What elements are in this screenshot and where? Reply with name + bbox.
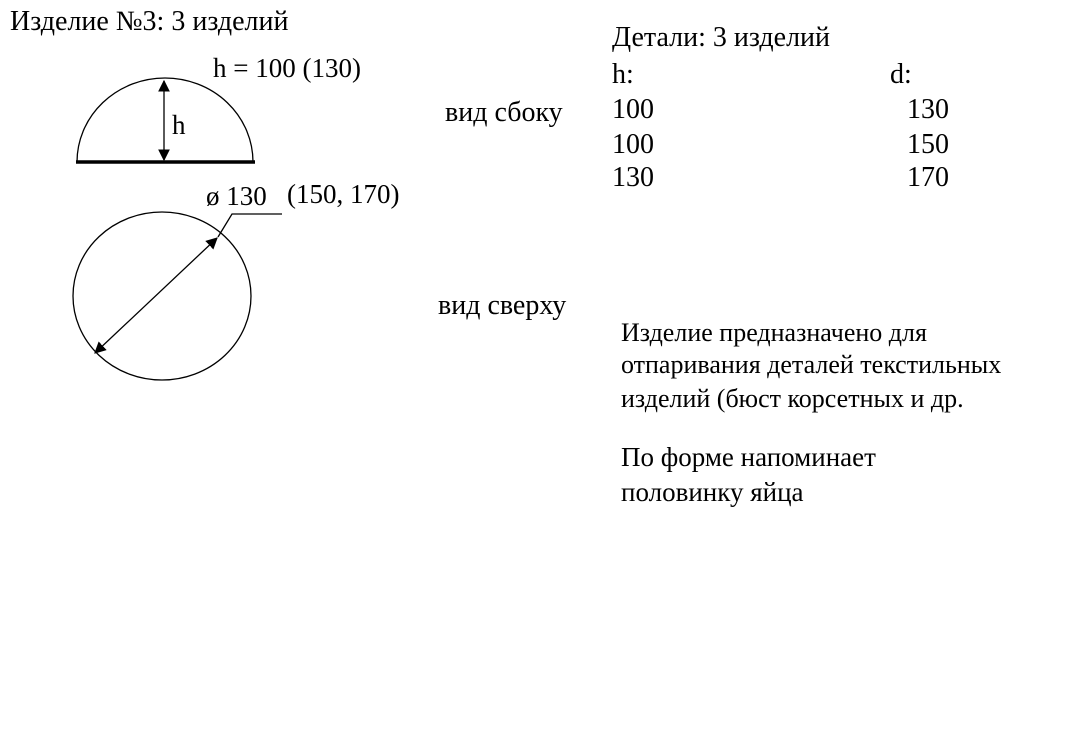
diameter-label: ø 130: [206, 181, 267, 211]
product-count: 3 изделий: [171, 6, 289, 37]
product-title: Изделие №3: 3 изделий: [10, 6, 289, 37]
details-row-3-d: 170: [907, 162, 949, 193]
side-view-caption: вид сбоку: [445, 97, 563, 128]
details-title: Детали: 3 изделий: [612, 22, 831, 53]
height-label: h = 100 (130): [213, 53, 361, 83]
shape-note-line-2: половинку яйца: [621, 477, 804, 507]
diameter-leader-line: [218, 214, 282, 237]
h-marker-label: h: [172, 110, 186, 140]
top-view-caption: вид сверху: [438, 290, 567, 321]
details-row-2-d: 150: [907, 129, 949, 160]
details-count: 3 изделий: [712, 22, 831, 53]
details-row-1-d: 130: [907, 94, 949, 125]
details-row-2-h: 100: [612, 129, 654, 160]
details-row-3-h: 130: [612, 162, 654, 193]
shape-note-line-1: По форме напоминает: [621, 442, 876, 472]
description-line-3: изделий (бюст корсетных и др.: [621, 384, 964, 413]
description-line-2: отпаривания деталей текстильных: [621, 350, 1002, 379]
details-row-1-h: 100: [612, 94, 654, 125]
diameter-alt-label: (150, 170): [287, 179, 400, 209]
top-view-circle: [73, 212, 251, 380]
description-line-1: Изделие предназначено для: [621, 318, 927, 347]
details-col-h: h:: [612, 59, 634, 90]
details-col-d: d:: [890, 59, 912, 90]
side-view-dome: [77, 78, 253, 162]
diameter-dimension-arrow: [95, 238, 217, 353]
